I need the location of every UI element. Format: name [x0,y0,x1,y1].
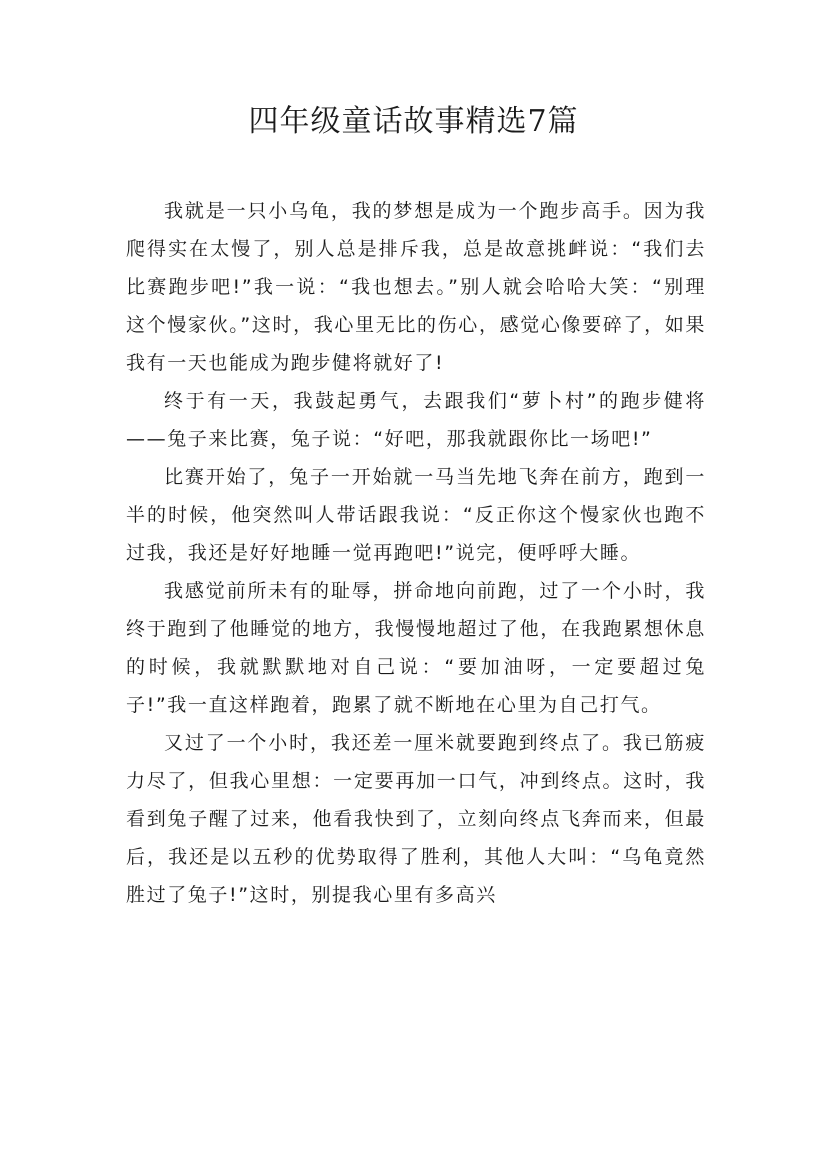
paragraph-3: 比赛开始了，兔子一开始就一马当先地飞奔在前方，跑到一半的时候，他突然叫人带话跟我说：“反正你这个慢家伙也跑不过我，我还是好好地睡一觉再跑吧!”说完，便呼呼大睡。 [126,466,706,564]
document-body [126,192,706,914]
document-title: 四年级童话故事精选7篇 [248,104,579,139]
paragraph-4: 我感觉前所未有的耻辱，拼命地向前跑，过了一个小时，我终于跑到了他睡觉的地方，我慢慢地超过了他，在我跑累想休息的时候，我就默默地对自己说：“要加油呀，一定要超过兔子!”我一直这样跑着，跑累了就不断地在心里为自己打气。 [126,580,706,716]
paragraph-2: 终于有一天，我鼓起勇气，去跟我们“萝卜村”的跑步健将——兔子来比赛，兔子说：“好吧，那我就跟你比一场吧!” [126,390,706,450]
paragraph-5: 又过了一个小时，我还差一厘米就要跑到终点了。我已筋疲力尽了，但我心里想：一定要再加一口气，冲到终点。这时，我看到兔子醒了过来，他看我快到了，立刻向终点飞奔而来，但最后，我还是以五秒的优势取得了胜利，其他人大叫：“乌龟竟然胜过了兔子!”这时，别提我心里有多高兴 [126,732,706,906]
paragraph-1: 我就是一只小乌龟，我的梦想是成为一个跑步高手。因为我爬得实在太慢了，别人总是排斥我，总是故意挑衅说：“我们去比赛跑步吧!”我一说：“我也想去。”别人就会哈哈大笑：“别理这个慢家伙。”这时，我心里无比的伤心，感觉心像要碎了，如果我有一天也能成为跑步健将就好了! [126,200,706,374]
